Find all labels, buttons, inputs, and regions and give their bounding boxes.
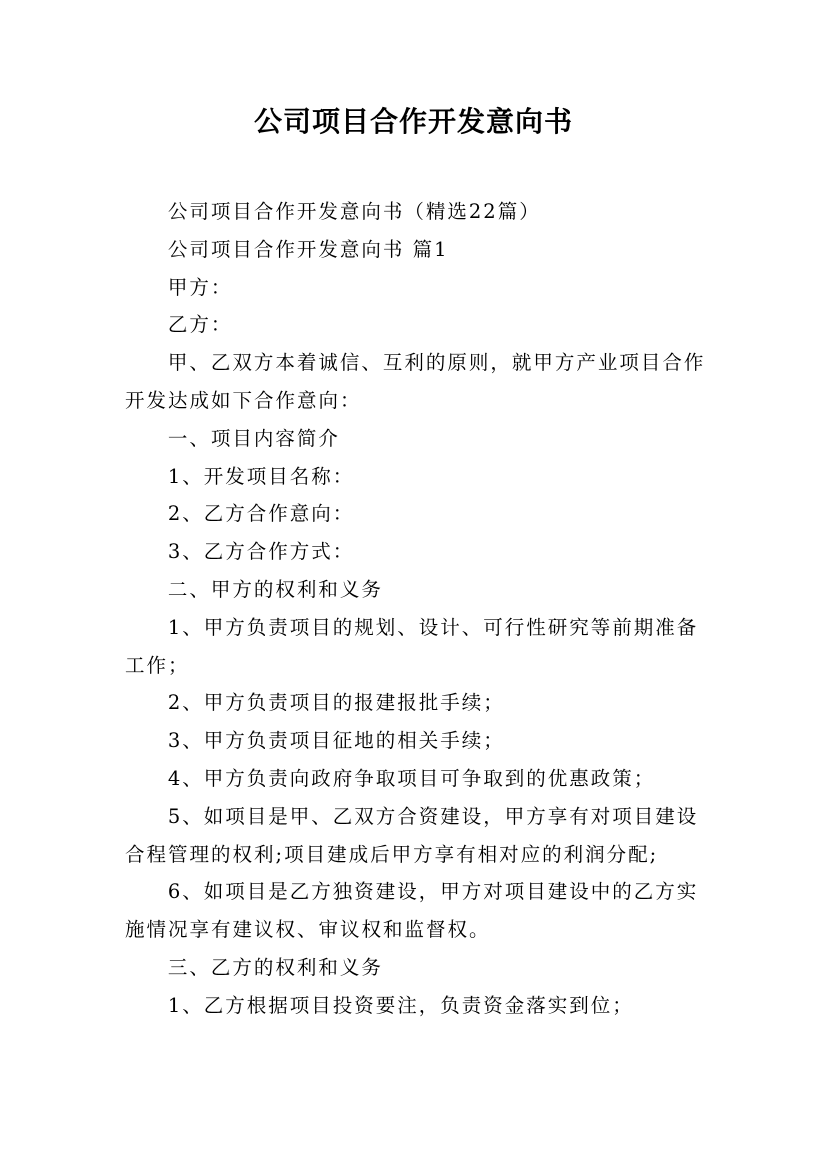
paragraph-party-b: 乙方： bbox=[167, 313, 233, 337]
paragraph-item: 5、如项目是甲、乙双方合资建设，甲方享有对项目建设合程管理的权利;项目建成后甲方享有相对应的利润分配; bbox=[125, 804, 699, 866]
paragraph-item: 2、乙方合作意向： bbox=[167, 502, 355, 526]
paragraph-item: 3、乙方合作方式： bbox=[167, 540, 355, 564]
paragraph-item: 1、甲方负责项目的规划、设计、可行性研究等前期准备工作； bbox=[125, 615, 699, 677]
paragraph-item: 1、开发项目名称： bbox=[167, 464, 355, 488]
paragraph-item: 3、甲方负责项目征地的相关手续； bbox=[167, 729, 505, 753]
paragraph-item: 4、甲方负责向政府争取项目可争取到的优惠政策； bbox=[167, 766, 656, 790]
paragraph-item: 6、如项目是乙方独资建设，甲方对项目建设中的乙方实施情况享有建议权、审议权和监督权。 bbox=[125, 880, 699, 942]
paragraph-item: 2、甲方负责项目的报建报批手续； bbox=[167, 691, 505, 715]
paragraph-intro: 甲、乙双方本着诚信、互利的原则，就甲方产业项目合作开发达成如下合作意向： bbox=[125, 351, 706, 412]
heading-party-b-rights: 三、乙方的权利和义务 bbox=[167, 955, 383, 979]
document-body bbox=[125, 193, 715, 1025]
heading-project-content: 一、项目内容简介 bbox=[167, 426, 340, 450]
document-title: 公司项目合作开发意向书 bbox=[253, 105, 573, 138]
paragraph-party-a: 甲方： bbox=[167, 275, 233, 299]
paragraph-subtitle: 公司项目合作开发意向书（精选22篇） bbox=[167, 200, 541, 223]
paragraph-item: 1、乙方根据项目投资要注，负责资金落实到位； bbox=[167, 993, 634, 1017]
heading-party-a-rights: 二、甲方的权利和义务 bbox=[167, 577, 383, 601]
paragraph-section-heading: 公司项目合作开发意向书 篇1 bbox=[167, 237, 449, 261]
